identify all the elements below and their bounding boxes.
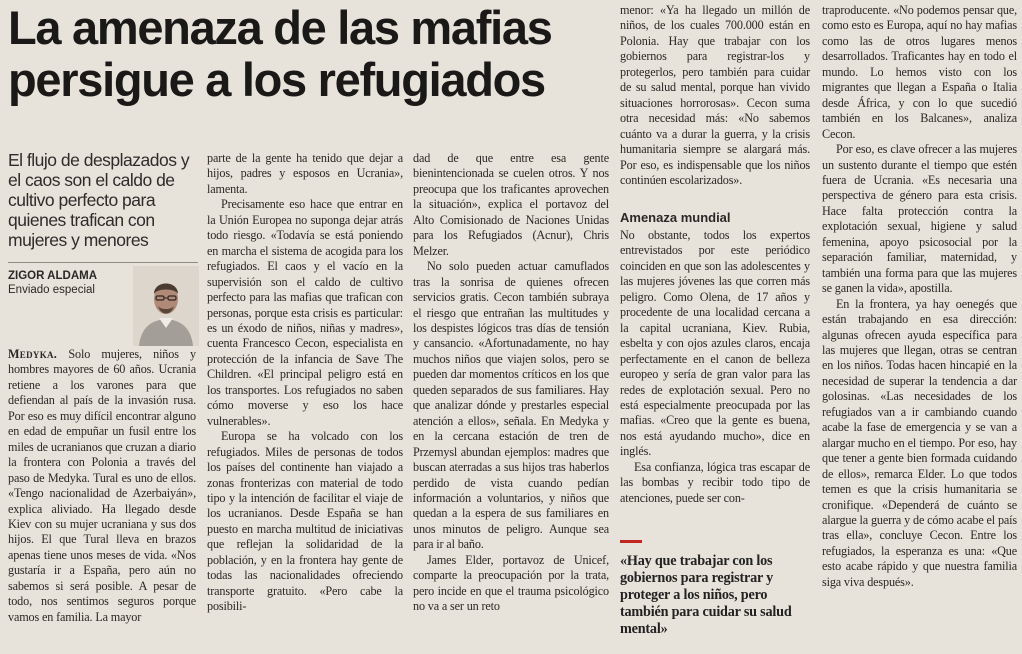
column-1	[8, 347, 196, 625]
author-name: ZIGOR ALDAMA	[8, 270, 98, 282]
column-4-paragraph-1: menor: «Ya ha llegado un millón de niños, de los cuales 700.000 están en Polonia. Hay que trabajar con los gobiernos para registrar-los y protegerlos, pero también para cuidar de su salud mental, porque han vivido situaciones horrorosas». Cecon suma otra necesidad más: «No sabemos cuánto va a durar la guerra, y la crisis humanitaria siempre se alargará más. Por eso, es indispensable que los niños continúen escolarizados».	[620, 3, 810, 187]
column-5-paragraph-3: En la frontera, ya hay oenegés que están trabajando en esa dirección: algunas ofrecen ayuda específica para las mujeres que llegan, otras se centran en los niños. Todas hacen hincapié en la necesidad de superar la tendencia a dar golosinas. «Las necesidades de los refugiados van a ir cambiando cuando acabe la fase de emergencia y se van a alargar mucho en el tiempo. Por eso, hay que tener a gente bien formada cuidando de ellos», remarca Elder. Lo que todos temen es que la crisis humanitaria se cronifique. «Dependerá de cuánto se alargue la guerra y de cómo acabe el país tras ella», concluye Cecon. Entre los refugiados, la esperanza es una: «Que esto acabe rápido y que nuestra familia siga viva después».	[822, 296, 1017, 589]
section-heading: Amenaza mundial	[620, 210, 731, 225]
column-5-paragraph-2: Por eso, es clave ofrecer a las mujeres un sustento durante el tiempo que estén fuera de Ucrania. «Es necesaria una perspectiva de género para esta crisis. Hace falta protección contra la explotación sexual, higiene y salud femenina, apoyo psicosocial por la separación familiar, maternidad, y también una forma para que las mujeres se ganen la vida», apostilla.	[822, 142, 1017, 296]
author-photo	[133, 266, 199, 346]
column-1-text: Solo mujeres, niños y hombres mayores de 60 años. Ucrania retiene a los varones para que defiendan al país de la invasión rusa. Por eso es muy difícil encontrar alguno en edad de empuñar un fusil entre los miles de ucranianos que cruzan a diario la frontera con Polonia a través del paso de Medyka. Tural es uno de ellos. «Tengo nacionalidad de Azerbaiyán», explica aliviado. Ha llegado desde Kiev con su mujer ucraniana y sus dos hijos. El que Tural lleva en brazos apenas tiene unos meses de vida. «Nos gustaría ir a España, pero aún no sabemos si será posible. A pesar de todo, nos sentimos seguros porque vamos en familia. La mayor	[8, 347, 196, 624]
dateline-location: Medyka.	[8, 347, 58, 361]
column-1-paragraph	[8, 347, 196, 625]
column-4-bottom	[620, 228, 810, 506]
column-3-paragraph-2: No solo pueden actuar camuflados tras la sonrisa de quienes ofrecen servicios gratis. Cecon también subraya el riesgo que entrañan las multitudes y los despistes lógicos tras días de tensión y cansancio. «Afortunadamente, no hay muchos niños que viajen solos, pero se pueden dar momentos críticos en los que queden separados de sus familiares. Hay que analizar dónde y prestarles especial atención a ellos», señala. En Medyka y en la cercana estación de tren de Przemysl abundan ejemplos: madres que buscan aterradas a sus hijos tras haberlos perdido de vista cuando pedían información a voluntarios, y niños que quedan a la espera de sus familiares en unos minutos de peligro. Aunque sea para ir al baño.	[413, 259, 609, 552]
column-4-top	[620, 3, 810, 188]
column-5-paragraph-1: traproducente. «No podemos pensar que, como esto es Europa, aquí no hay mafias como las de otros lugares menos desarrollados. Traficantes hay en todo el mundo. Lo hemos visto con los migrantes que llegan a España o Italia desde África, y con lo que sucedió también en los Balcanes», analiza Cecon.	[822, 3, 1017, 141]
column-4-paragraph-2: No obstante, todos los expertos entrevistados por este periódico coinciden en que son las adolescentes y las mujeres jóvenes las que corren más peligro. Como Olena, de 17 años y procedente de una localidad cercana a la capital ucraniana, Kiev. Rubia, esbelta y con ojos azules claros, encaja perfectamente en el canon de belleza europeo y sería de gran valor para las redes de explotación sexual. Pero no está especialmente preocupada por las mafias. «Creo que la gente es buena, nos está ayudando mucho», dice en inglés.	[620, 228, 810, 459]
subheadline: El flujo de desplazados y el caos son el caldo de cultivo perfecto para quienes trafican con mujeres y menores	[8, 150, 190, 250]
column-2	[207, 151, 403, 615]
author-role: Enviado especial	[8, 284, 95, 296]
column-2-paragraph-1: parte de la gente ha tenido que dejar a hijos, padres y esposos en Ucrania», lamenta.	[207, 151, 403, 196]
column-4-paragraph-3: Esa confianza, lógica tras escapar de las bombas y recibir todo tipo de atenciones, puede ser con-	[620, 459, 810, 505]
pull-quote-accent	[620, 540, 642, 543]
column-5	[822, 3, 1017, 590]
column-2-paragraph-3: Europa se ha volcado con los refugiados. Miles de personas de todos los países del continente han viajado a zonas fronterizas con material de todo tipo y la intención de facilitar el viaje de los ucranianos. Desde España se han puesto en marcha multitud de iniciativas que reflejan la solidaridad de la población, y en la frontera hay gente de todas las nacionalidades ofreciendo transporte gratuito. «Pero cabe la posibili-	[207, 429, 403, 614]
author-portrait-icon	[133, 266, 199, 346]
column-3-paragraph-1: dad de que entre esa gente bienintencionada se cuelen otros. Y nos preocupa que los traficantes aprovechen la situación», explica el portavoz del Alto Comisionado de Naciones Unidas para los Refugiados (Acnur), Chris Melzer.	[413, 151, 609, 258]
byline-divider	[8, 262, 198, 263]
column-2-paragraph-2: Precisamente eso hace que entrar en la Unión Europea no suponga dejar atrás todo riesgo. «Todavía se está poniendo en marcha el sistema de acogida para los refugiados. El caos y el vacío en la supervisión son el caldo de cultivo perfecto para las mafias que trafican con personas, porque esta crisis es particular: es un éxodo de niños, niñas y madres», cuenta Francesco Cecon, especialista en protección de la infancia de Save The Children. «El principal peligro está en los transportes. Los refugiados no saben cómo moverse y eso los hace vulnerables».	[207, 197, 403, 428]
pull-quote: «Hay que trabajar con los gobiernos para registrar y proteger a los niños, pero también para cuidar su salud mental»	[620, 553, 792, 637]
headline: La amenaza de las mafias persigue a los refugiados	[8, 1, 552, 106]
column-3	[413, 151, 609, 615]
column-3-paragraph-3: James Elder, portavoz de Unicef, comparte la preocupación por la trata, pero incide en que el trauma psicológico no va a ser un reto	[413, 552, 609, 614]
